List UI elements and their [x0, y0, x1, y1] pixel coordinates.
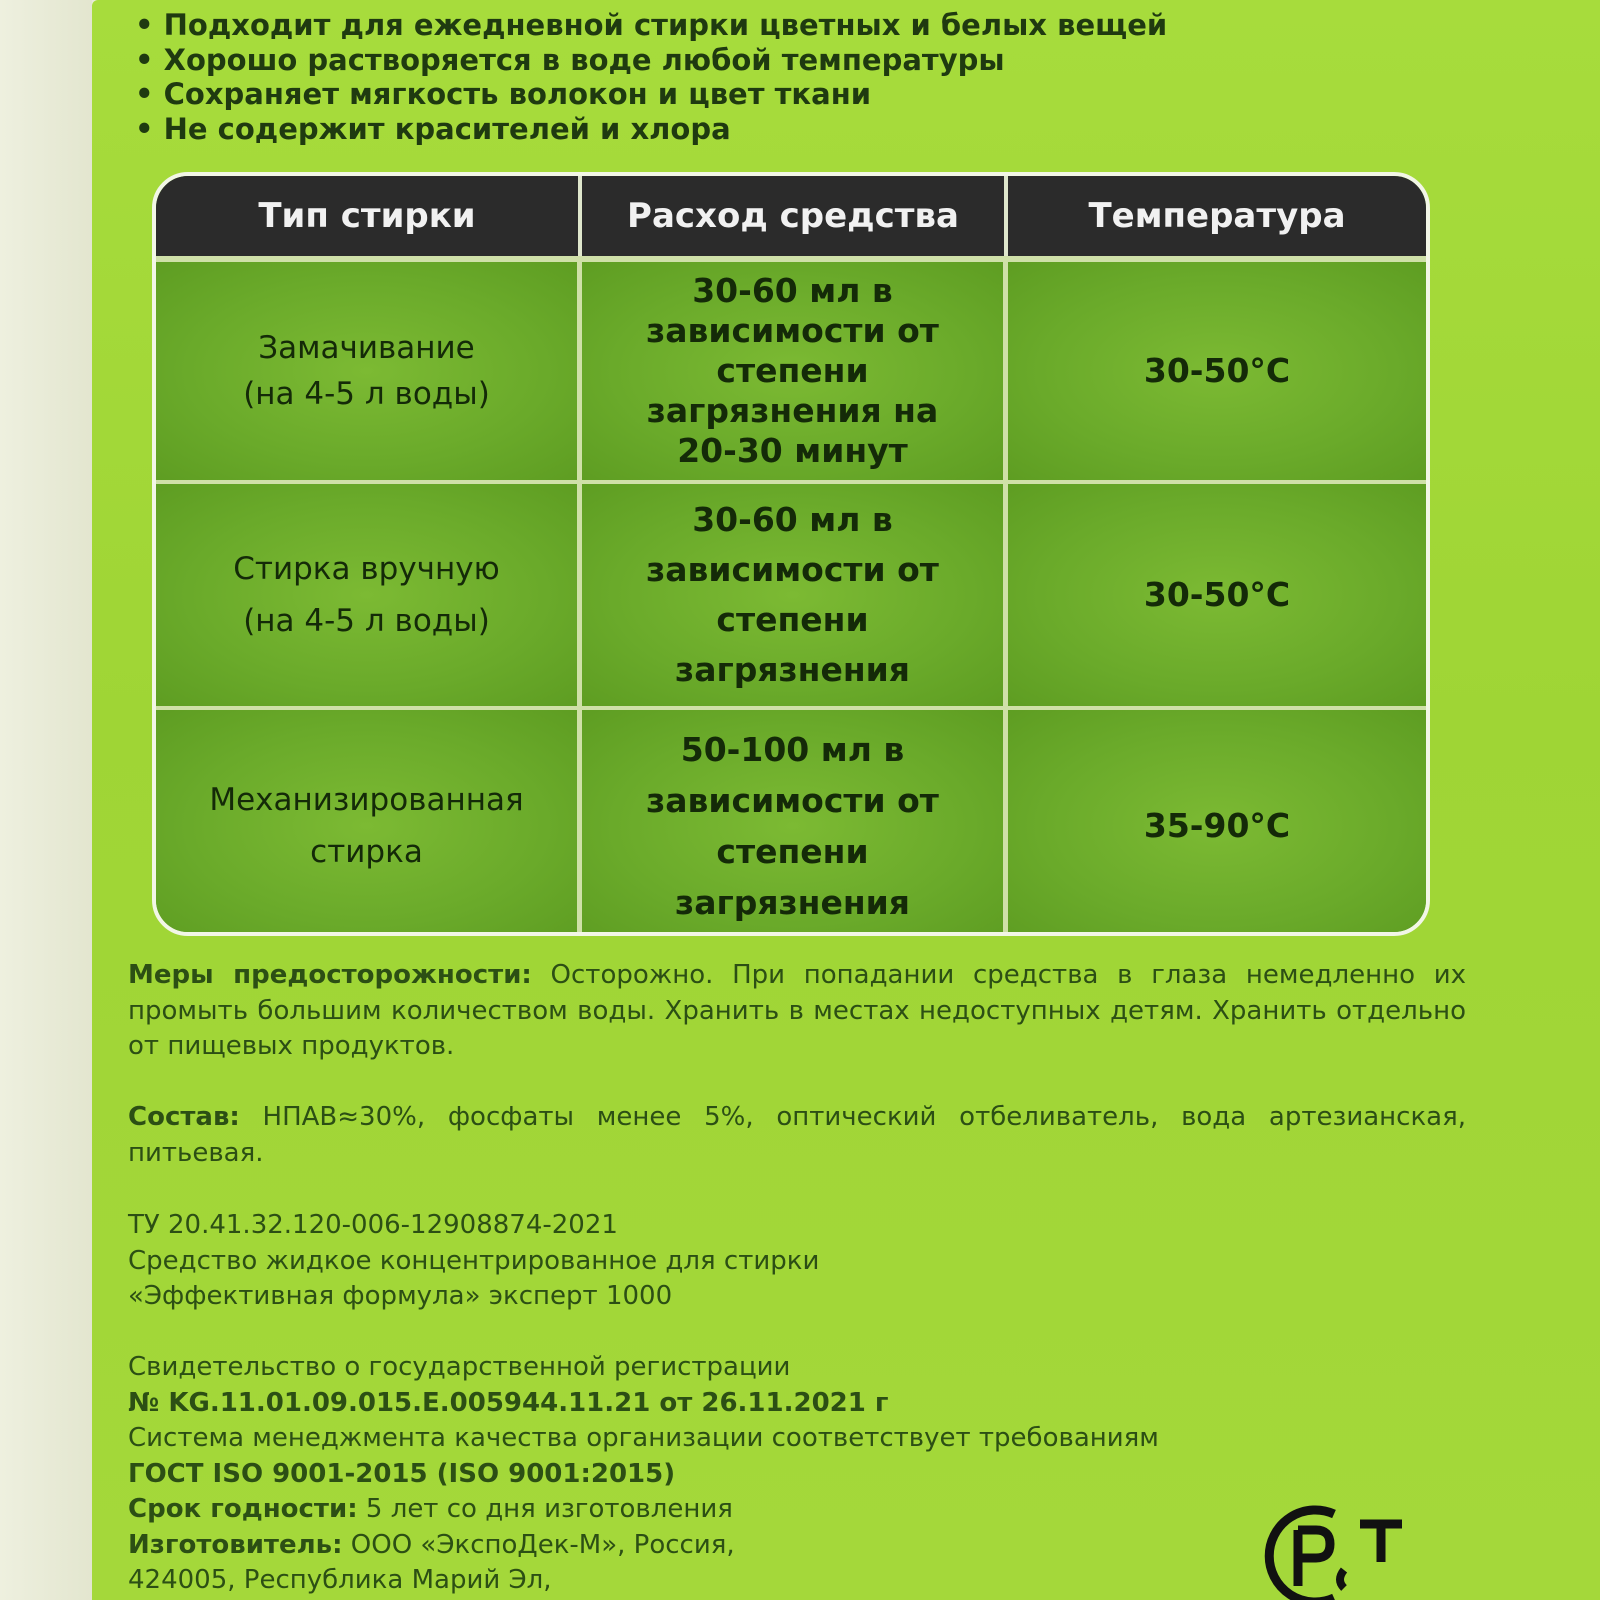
shelf-life — [128, 1492, 1159, 1528]
cell-wash-type: Механизированная стирка — [156, 710, 582, 936]
manufacturer-label: Изготовитель: — [128, 1529, 343, 1560]
spec-line: ТУ 20.41.32.120-006-12908874-2021 — [128, 1210, 618, 1240]
header-dose: Расход средства — [582, 176, 1008, 256]
cell-temperature: 30-50°С — [1008, 484, 1426, 706]
precautions-text — [128, 958, 1466, 1065]
feature-item: • Не содержит красителей и хлора — [135, 111, 731, 146]
spec-line: Средство жидкое концентрированное для стирки — [128, 1245, 820, 1276]
feature-item: • Хорошо растворяется в воде любой температуры — [135, 42, 1005, 77]
shelf-life-text: 5 лет со дня изготовления — [357, 1494, 733, 1524]
cell-dose: 30-60 мл в зависимости от степени загрязнения — [582, 484, 1008, 706]
feature-item: • Сохраняет мягкость волокон и цвет ткани — [135, 77, 872, 111]
precautions-body: Осторожно. При попадании средства в глаза немедленно их промыть большим количеством воды. Хранить в местах недоступных детям. Хранить отдельно от пищевых продуктов. — [128, 960, 1466, 1061]
rst-certification-mark — [1264, 1500, 1420, 1600]
spec-block — [128, 1208, 819, 1315]
cell-temperature: 35-90°С — [1008, 710, 1426, 936]
table-header — [156, 176, 1426, 256]
table-row — [156, 256, 1426, 480]
feature-item: • Подходит для ежедневной стирки цветных и белых вещей — [135, 8, 1168, 42]
cell-dose: 50-100 мл в зависимости от степени загрязнения — [582, 710, 1008, 936]
shelf-life-label: Срок годности: — [128, 1494, 358, 1524]
table-row — [156, 480, 1426, 706]
registration-line: Свидетельство о государственной регистрации — [128, 1352, 791, 1382]
manufacturer-text: ООО «ЭкспоДек-М», Россия, — [342, 1529, 735, 1560]
table-row — [156, 706, 1426, 936]
cell-dose: 30-60 мл в зависимости от степени загрязнения на 20-30 минут — [582, 262, 1008, 480]
dosage-table — [152, 172, 1430, 936]
cell-wash-type: Стирка вручную (на 4-5 л воды) — [156, 484, 582, 706]
registration-block — [128, 1350, 1159, 1599]
header-wash-type: Тип стирки — [156, 176, 582, 256]
cell-wash-type: Замачивание (на 4-5 л воды) — [156, 262, 582, 480]
registration-number: № KG.11.01.09.015.Е.005944.11.21 от 26.11.2021 г — [128, 1387, 889, 1418]
manufacturer — [128, 1528, 1159, 1564]
composition-text — [128, 1100, 1466, 1171]
address-line: 424005, Республика Марий Эл, — [128, 1565, 552, 1595]
composition-label: Состав: — [128, 1102, 240, 1132]
precautions-label: Меры предосторожности: — [128, 960, 532, 990]
gost-line: ГОСТ ISO 9001-2015 (ISO 9001:2015) — [128, 1458, 676, 1489]
quality-line: Система менеджмента качества организации соответствует требованиям — [128, 1423, 1159, 1453]
header-temperature: Температура — [1088, 196, 1346, 236]
composition-body: НПАВ≈30%, фосфаты менее 5%, оптический отбеливатель, вода артезианская, питьевая. — [128, 1102, 1466, 1168]
feature-list — [135, 8, 1167, 146]
spec-line: «Эффективная формула» эксперт 1000 — [128, 1281, 673, 1311]
cell-temperature: 30-50°С — [1008, 262, 1426, 480]
